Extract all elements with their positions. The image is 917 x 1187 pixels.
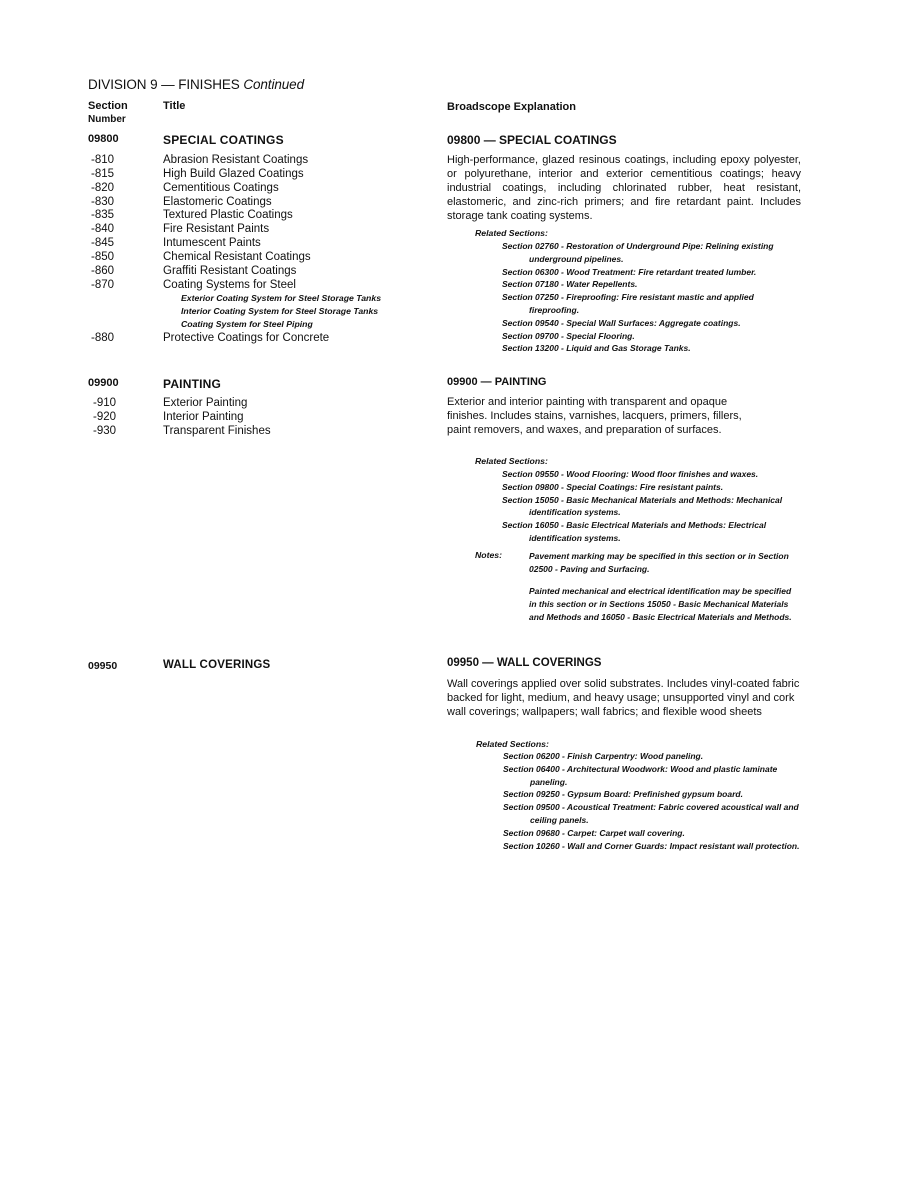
item-number: -815 [91,168,115,180]
item-number: -880 [91,332,115,344]
item-title: High Build Glazed Coatings [163,168,304,180]
related-sections-label: Related Sections: [475,228,548,238]
explanation-text-09800: High-performance, glazed resinous coatings, including epoxy polyester, or polyurethane, interior and exterior cementitious coatings; heavy industrial coatings, including chlorinated rubber, heat resistant, elastomeric, and zinc-rich primers; and fire retardant paint. Includes storage tank coating systems. [447,154,801,222]
item-number: -870 [91,279,115,291]
sub-item: Interior Coating System for Steel Storage Tanks [181,306,379,316]
section-title-09900: PAINTING [163,377,222,391]
item-title: Interior Painting [163,411,244,423]
section-code-09900: 09900 [88,377,119,389]
related-section-item: Section 13200 - Liquid and Gas Storage Tanks. [502,343,691,354]
related-section-item: Section 09500 - Acoustical Treatment: Fabric covered acoustical wall and ceiling panels. [503,802,799,825]
page-title [88,77,304,92]
number-header-label: Number [88,114,126,125]
item-title: Intumescent Paints [163,237,261,249]
related-section-item: Section 10260 - Wall and Corner Guards: Impact resistant wall protection. [503,840,800,851]
section-number-header [88,100,128,126]
related-sections-label: Related Sections: [476,739,549,749]
section-header-label: Section [88,100,128,112]
item-number: -860 [91,265,115,277]
related-sections-label: Related Sections: [475,456,548,466]
item-title: Chemical Resistant Coatings [163,251,311,263]
related-section-item: Section 07250 - Fireproofing: Fire resistant mastic and applied fireproofing. [502,292,754,315]
section-title-09950: WALL COVERINGS [163,659,271,671]
item-title: Protective Coatings for Concrete [163,332,330,344]
related-section-item: Section 09540 - Special Wall Surfaces: Aggregate coatings. [502,317,741,328]
item-title: Graffiti Resistant Coatings [163,265,297,277]
explanation-text-09950: Wall coverings applied over solid substrates. Includes vinyl-coated fabric backed for light, medium, and heavy usage; unsupported vinyl and cork wall coverings; wallpapers; wall fabrics; and flexible wood sheets [447,678,800,718]
section-code-09800: 09800 [88,133,119,145]
note-item: Painted mechanical and electrical identification may be specified in this section or in Sections 15050 - Basic Mechanical Materials and Methods and 16050 - Basic Electrical Materials and Methods. [529,586,792,622]
item-title: Coating Systems for Steel [163,279,296,291]
item-title: Fire Resistant Paints [163,223,270,235]
related-section-item: Section 16050 - Basic Electrical Materials and Methods: Electrical identification systems. [502,520,767,543]
related-section-item: Section 07180 - Water Repellents. [502,279,638,290]
item-title: Exterior Painting [163,397,248,409]
explanation-text-09900: Exterior and interior painting with transparent and opaque finishes. Includes stains, varnishes, lacquers, primers, fillers, paint removers, and waxes, and preparation of surfaces. [447,396,742,436]
explanation-heading-09900: 09900 — PAINTING [447,376,547,388]
item-number: -840 [91,223,115,235]
related-sections-list [503,750,803,852]
note-item: Pavement marking may be specified in this section or in Section 02500 - Paving and Surfacing. [529,551,789,574]
section-code-09950: 09950 [88,660,118,672]
related-section-item: Section 15050 - Basic Mechanical Materials and Methods: Mechanical identification systems. [502,494,783,518]
related-section-item: Section 09700 - Special Flooring. [502,330,635,341]
item-title: Abrasion Resistant Coatings [163,154,309,166]
item-title: Textured Plastic Coatings [163,209,293,221]
title-header: Title [163,100,186,112]
related-section-item: Section 09250 - Gypsum Board: Prefinished gypsum board. [503,789,743,800]
item-number: -930 [93,425,117,437]
item-number: -910 [93,397,117,409]
item-number: -835 [91,209,115,221]
related-section-item: Section 02760 - Restoration of Underground Pipe: Relining existing underground pipelines. [502,241,774,264]
item-title: Cementitious Coatings [163,182,279,194]
related-section-item: Section 06400 - Architectural Woodwork: Wood and plastic laminate paneling. [503,763,778,787]
division-title: DIVISION 9 — FINISHES [88,77,240,92]
related-section-item: Section 09800 - Special Coatings: Fire resistant paints. [502,481,724,492]
explanation-header: Broadscope Explanation [447,101,576,113]
item-title: Transparent Finishes [163,425,271,437]
item-number: -845 [91,237,115,249]
continued-label: Continued [243,77,304,92]
item-number: -820 [91,182,115,194]
item-title: Elastomeric Coatings [163,196,272,208]
related-section-item: Section 09550 - Wood Flooring: Wood floor finishes and waxes. [502,469,759,479]
related-section-item: Section 09680 - Carpet: Carpet wall covering. [503,827,685,838]
sub-item: Exterior Coating System for Steel Storage Tanks [181,293,382,303]
item-number: -810 [91,154,115,166]
related-section-item: Section 06300 - Wood Treatment: Fire retardant treated lumber. [502,266,757,277]
sub-item: Coating System for Steel Piping [181,319,313,329]
section-title-09800: SPECIAL COATINGS [163,133,284,147]
notes-label: Notes: [475,550,503,560]
item-number: -850 [91,251,115,263]
explanation-heading-09800: 09800 — SPECIAL COATINGS [447,133,617,147]
related-section-item: Section 06200 - Finish Carpentry: Wood paneling. [503,751,704,761]
explanation-heading-09950: 09950 — WALL COVERINGS [447,657,602,669]
related-sections-list [502,240,802,355]
item-number: -830 [91,196,115,208]
item-number: -920 [93,411,117,423]
related-sections-list [502,468,802,545]
